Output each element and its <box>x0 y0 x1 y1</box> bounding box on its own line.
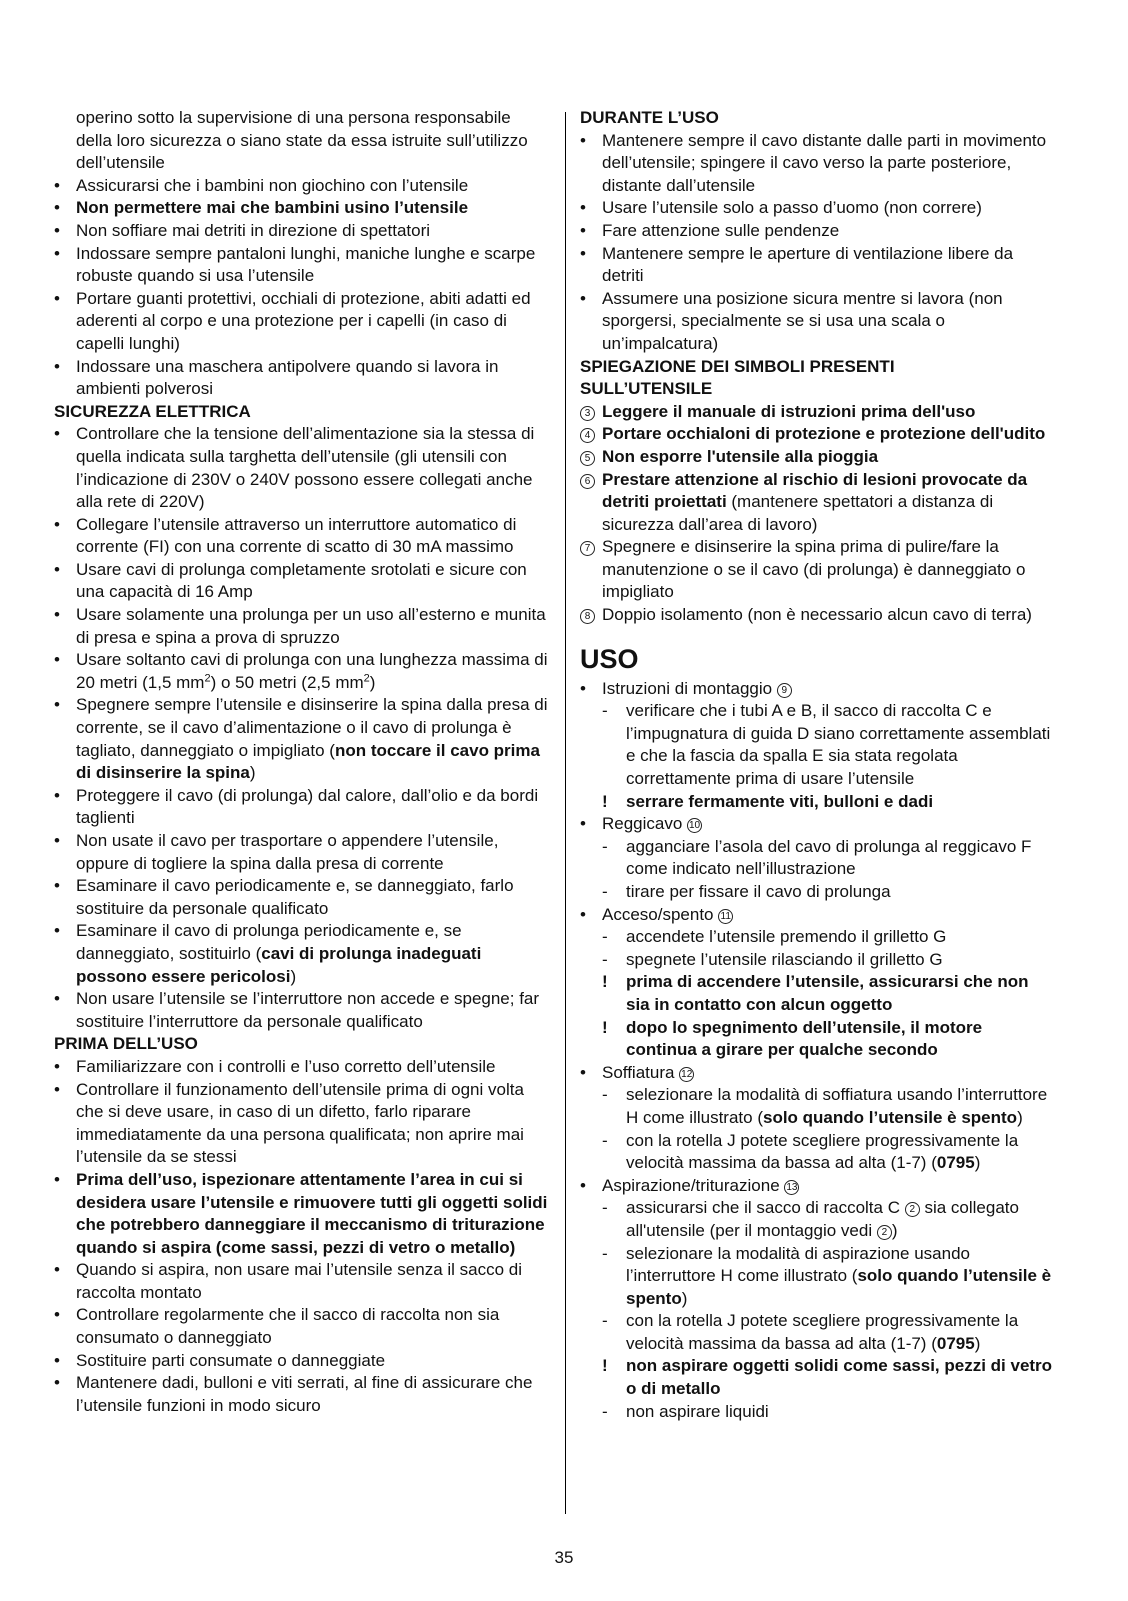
sub-item: - tirare per fissare il cavo di prolunga <box>602 882 891 901</box>
list-item: • Non usate il cavo per trasportare o appendere l’utensile, oppure di togliere la spina dalla presa di corrente <box>54 831 499 873</box>
list-item: • Collegare l’utensile attraverso un interruttore automatico di corrente (FI) con una corrente di scatto di 30 mA massimo <box>54 514 517 557</box>
sub-item: - agganciare l’asola del cavo di prolunga al reggicavo F come indicato nell’illustrazione <box>602 836 1032 879</box>
list-item: • Sostituire parti consumate o danneggiate <box>54 1350 386 1370</box>
sub-item: - selezionare la modalità di soffiatura usando l’interruttore H come illustrato (solo quando l’utensile è spento) <box>602 1085 1048 1127</box>
warning-item: ! serrare fermamente viti, bulloni e dadi <box>602 791 934 811</box>
list-item: • Assicurarsi che i bambini non giochino con l’utensile <box>54 175 469 195</box>
list-item: • Mantenere sempre le aperture di ventilazione libere da detriti <box>580 243 1014 286</box>
list-item: • Esaminare il cavo di prolunga periodicamente e, se danneggiato, sostituirlo (cavi di prolunga inadeguati possono essere pericolosi) <box>54 921 482 986</box>
list-item: • Acceso/spento 11 <box>580 904 1056 927</box>
list-item: • Familiarizzare con i controlli e l’uso corretto dell’utensile <box>54 1056 496 1076</box>
symbol-item: 6 Prestare attenzione al rischio di lesioni provocate da detriti proiettati (mantenere spettatori a distanza di sicurezza dall’area di lavoro) <box>580 469 1056 537</box>
list-item: • Non usare l’utensile se l’interruttore non accede e spegne; far sostituire l’interruttore da personale qualificato <box>54 989 540 1031</box>
list-item: • Soffiatura 12 <box>580 1062 693 1082</box>
list-item: • Spegnere sempre l’utensile e disinserire la spina dalla presa di corrente, se il cavo d’alimentazione o il cavo di prolunga è tagliato, danneggiato o impigliato (non toccare il cavo prima di disinserire la spina) <box>54 695 548 783</box>
sub-item: - verificare che i tubi A e B, il sacco di raccolta C e l’impugnatura di guida D siano correttamente assemblati e che la fascia da spalla E sia stata regolata correttamente prima di usare l’utensile <box>602 701 1051 789</box>
warning-item: ! dopo lo spegnimento dell’utensile, il motore continua a girare per qualche secondo <box>602 1017 983 1060</box>
circled-number-icon: 9 <box>777 683 792 698</box>
list-item: • Indossare sempre pantaloni lunghi, maniche lunghe e scarpe robuste quando si usa l’utensile <box>54 243 536 286</box>
circled-number-icon: 8 <box>580 609 595 624</box>
list-item: • Usare l’utensile solo a passo d’uomo (non correre) <box>580 198 982 218</box>
list-item: • Mantenere dadi, bulloni e viti serrati, al fine di assicurare che l’utensile funzioni in modo sicuro <box>54 1373 533 1415</box>
sub-item: - non aspirare liquidi <box>602 1401 769 1421</box>
section-heading-before-use: PRIMA DELL’USO <box>54 1034 198 1054</box>
list-item: • Assumere una posizione sicura mentre si lavora (non sporgersi, specialmente se si usa una scala o un’impalcatura) <box>580 288 1003 353</box>
symbol-item: 7 Spegnere e disinserire la spina prima di pulire/fare la manutenzione o se il cavo (di prolunga) è danneggiato o impigliato <box>580 536 1056 604</box>
circled-number-icon: 13 <box>786 1181 798 1193</box>
list-item: • Controllare che la tensione dell’alimentazione sia la stessa di quella indicata sulla targhetta dell’utensile (gli utensili con l’indicazione di 230V o 240V possono essere collegati anche alla rete di 220V) <box>54 424 535 512</box>
symbol-item: 5 Non esporre l'utensile alla pioggia <box>580 446 1056 469</box>
list-item: • Usare solamente una prolunga per un uso all’esterno e munita di presa e spina a prova di spruzzo <box>54 605 546 647</box>
list-item: • Prima dell’uso, ispezionare attentamente l’area in cui si desidera usare l’utensile e rimuovere tutti gli oggetti solidi che potrebbero danneggiare il meccanismo di triturazione quando si aspira (come sassi, pezzi di vetro o metallo) <box>54 1169 548 1257</box>
circled-number-icon: 2 <box>877 1225 892 1240</box>
left-column <box>54 107 550 1417</box>
sub-item: - selezionare la modalità di aspirazione usando l’interruttore H come illustrato (solo quando l’utensile è spento) <box>602 1243 1052 1308</box>
list-item: • Portare guanti protettivi, occhiali di protezione, abiti adatti ed aderenti al corpo e una protezione per i capelli (in caso di capelli lunghi) <box>54 288 531 353</box>
symbol-item: 4 Portare occhialoni di protezione e protezione dell'udito <box>580 423 1056 446</box>
sub-item: - accendete l’utensile premendo il grilletto G <box>602 927 947 947</box>
circled-number-icon: 10 <box>689 820 701 832</box>
uso-title: USO <box>580 643 639 674</box>
list-item: • Indossare una maschera antipolvere quando si lavora in ambienti polverosi <box>54 356 499 399</box>
sub-item: - con la rotella J potete scegliere progressivamente la velocità massima da bassa ad alta (1-7) (0795) <box>602 1311 1019 1353</box>
list-item: • Esaminare il cavo periodicamente e, se danneggiato, farlo sostituire da personale qualificato <box>54 876 514 918</box>
list-item: • Fare attenzione sulle pendenze <box>580 220 840 240</box>
sub-item: - con la rotella J potete scegliere progressivamente la velocità massima da bassa ad alta (1-7) (0795) <box>602 1130 1019 1173</box>
sub-item: - spegnete l’utensile rilasciando il grilletto G <box>602 949 943 969</box>
list-item: • Istruzioni di montaggio 9 <box>580 678 1056 701</box>
circled-number-icon: 3 <box>580 406 595 421</box>
circled-number-icon: 12 <box>681 1068 693 1080</box>
right-column <box>580 107 1056 1423</box>
circled-number-icon: 5 <box>580 451 595 466</box>
circled-number-icon: 6 <box>580 474 595 489</box>
page-number: 35 <box>554 1548 574 1567</box>
list-item: • Proteggere il cavo (di prolunga) dal calore, dall’olio e da bordi taglienti <box>54 785 539 828</box>
intro-continuation: operino sotto la supervisione di una persona responsabile della loro sicurezza o siano state da essa istruite sull’utilizzo dell’utensile <box>76 108 528 173</box>
section-heading-symbols-line2: SULL’UTENSILE <box>580 379 713 399</box>
sub-item: - assicurarsi che il sacco di raccolta C 2 sia collegato all'utensile (per il montaggio vedi 2 ) <box>602 1198 1019 1240</box>
list-item: • Mantenere sempre il cavo distante dalle parti in movimento dell’utensile; spingere il cavo verso la parte posteriore, distante dall’utensile <box>580 130 1047 195</box>
circled-number-icon: 2 <box>905 1202 920 1217</box>
circled-number-icon: 11 <box>718 909 733 924</box>
section-heading-during-use: DURANTE L’USO <box>580 108 719 127</box>
list-item: • Usare soltanto cavi di prolunga con una lunghezza massima di 20 metri (1,5 $mm^2$) o 50 metri (2,5 $mm^2$) <box>54 650 548 692</box>
list-item: • Aspirazione/triturazione 13 <box>580 1175 798 1195</box>
list-item: • Quando si aspira, non usare mai l’utensile senza il sacco di raccolta montato <box>54 1260 523 1302</box>
list-item: • Non soffiare mai detriti in direzione di spettatori <box>54 220 431 240</box>
warning-item: ! non aspirare oggetti solidi come sassi, pezzi di vetro o di metallo <box>602 1356 1053 1399</box>
column-divider <box>565 112 566 1514</box>
list-item: • Controllare regolarmente che il sacco di raccolta non sia consumato o danneggiato <box>54 1305 500 1348</box>
list-item: • Reggicavo 10 <box>580 814 701 834</box>
symbol-item: 8 Doppio isolamento (non è necessario alcun cavo di terra) <box>580 604 1056 627</box>
symbol-item: 3 Leggere il manuale di istruzioni prima dell'uso <box>580 401 1056 424</box>
section-heading-electrical: SICUREZZA ELETTRICA <box>54 401 251 421</box>
circled-number-icon: 7 <box>580 541 595 556</box>
list-item: • Usare cavi di prolunga completamente srotolati e sicure con una capacità di 16 Amp <box>54 559 527 602</box>
warning-item: ! prima di accendere l’utensile, assicurarsi che non sia in contatto con alcun oggetto <box>602 972 1029 1014</box>
section-heading-symbols: SPIEGAZIONE DEI SIMBOLI PRESENTI <box>580 356 895 376</box>
list-item: • Non permettere mai che bambini usino l’utensile <box>54 198 469 218</box>
circled-number-icon: 4 <box>580 428 595 443</box>
list-item: • Controllare il funzionamento dell’utensile prima di ogni volta che si deve usare, in caso di un difetto, farlo riparare immediatamente da una persona qualificata; non aprire mai l’utensile da se stessi <box>54 1079 524 1167</box>
